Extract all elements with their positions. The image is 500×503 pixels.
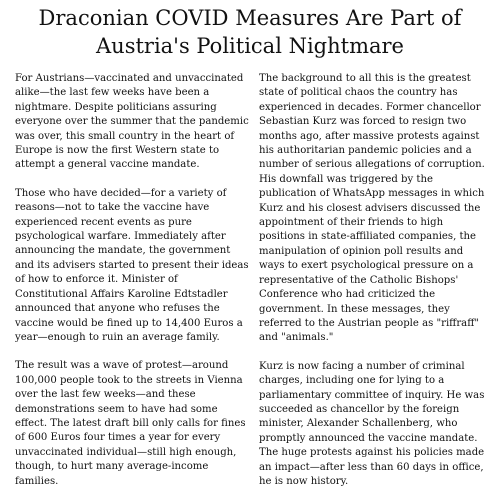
paragraph: The background to all this is the greatest state of political chaos the country has experienced in decades. Former chancellor Sebastian Kurz was forced to resign two months ago, after massive protests against his authoritarian pandemic policies and a number of serious allegations of corruption. His downfall was triggered by the publication of WhatsApp messages in which Kurz and his closest advisers discussed the appointment of their friends to high positions in state-affiliated companies, the manipulation of opinion poll results and ways to exert psychological pressure on a representative of the Catholic Bishops' Conference who had criticized the government. In these messages, they referred to the Austrian people as "riffraff" and "animals."	[259, 73, 485, 344]
left-column	[15, 72, 249, 503]
headline: Draconian COVID Measures Are Part of Austria's Political Nightmare	[38, 6, 462, 58]
paragraph: Kurz is now facing a number of criminal charges, including one for lying to a parliamentary committee of inquiry. He was succeeded as chancellor by the foreign minister, Alexander Schallenberg, who promptly announced the vaccine mandate. The huge protests against his policies made an impact—after less than 60 days in office, he is now history.	[259, 360, 485, 487]
paragraph: The result was a wave of protest—around 100,000 people took to the streets in Vienna over the last few weeks—and these demonstrations seem to have had some effect. The latest draft bill only calls for fines of 600 Euros four times a year for every unvaccinated individual—still high enough, though, to hurt many average-income families.	[15, 360, 246, 487]
paragraph: For Austrians—vaccinated and unvaccinated alike—the last few weeks have been a nightmare. Despite politicians assuring everyone over the summer that the pandemic was over, this small country in the heart of Europe is now the first Western state to attempt a general vaccine mandate.	[15, 73, 249, 171]
paragraph: Those who have decided—for a variety of reasons—not to take the vaccine have experienced recent events as pure psychological warfare. Immediately after announcing the mandate, the government and its advisers started to present their ideas of how to enforce it. Minister of Constitutional Affairs Karoline Edtstadler announced that anyone who refuses the vaccine would be fined up to 14,400 Euros a year—enough to ruin an average family.	[15, 187, 249, 343]
right-column	[259, 72, 485, 503]
